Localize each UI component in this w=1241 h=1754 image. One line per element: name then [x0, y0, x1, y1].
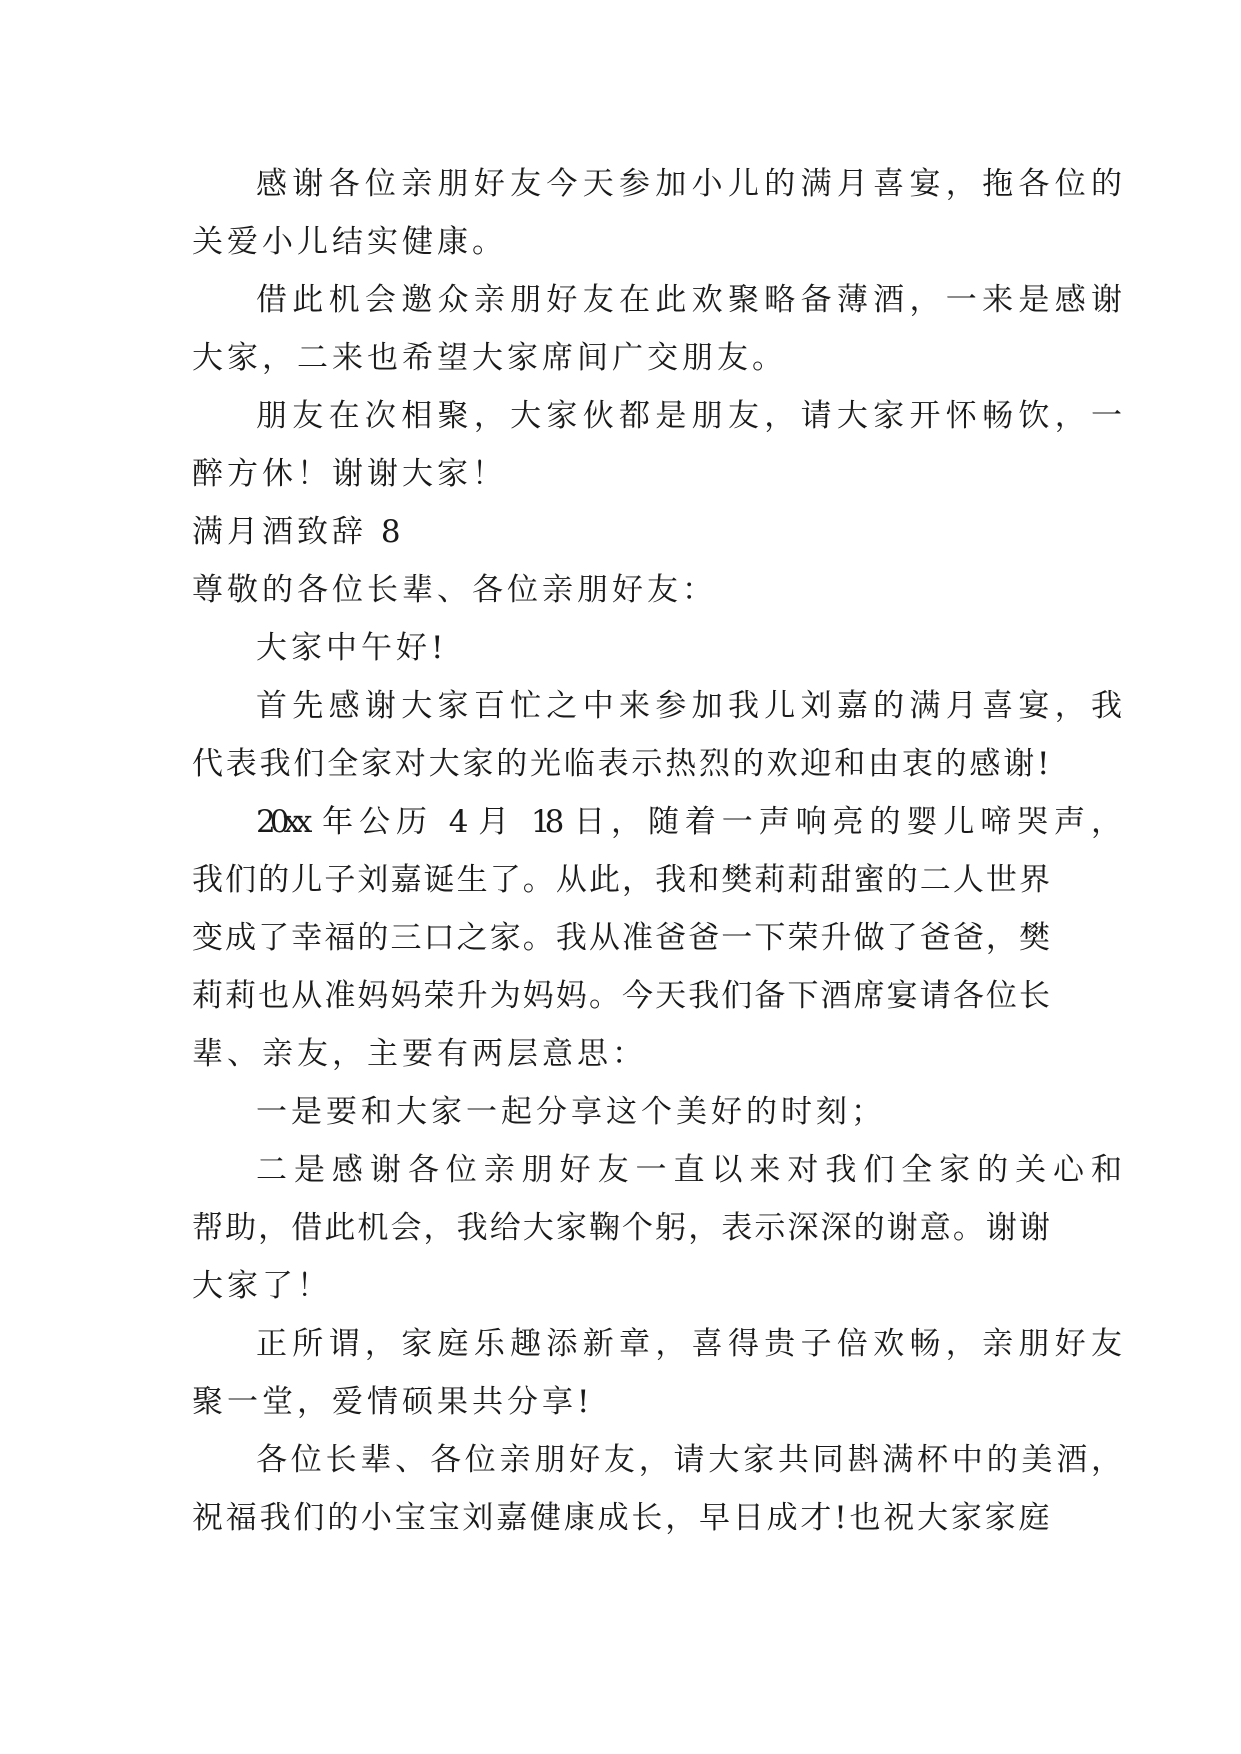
paragraph-line: 朋友在次相聚，大家伙都是朋友，请大家开怀畅饮，一: [256, 398, 1116, 434]
paragraph-line: 醉方休！谢谢大家！: [192, 456, 507, 492]
paragraph-line: 关爱小儿结实健康。: [192, 224, 507, 260]
salutation: 尊敬的各位长辈、各位亲朋好友：: [192, 572, 717, 608]
paragraph-line: 正所谓，家庭乐趣添新章，喜得贵子倍欢畅，亲朋好友: [256, 1326, 1116, 1362]
paragraph-line: 变成了幸福的三口之家。我从准爸爸一下荣升做了爸爸，樊: [192, 920, 1052, 956]
paragraph-line: 帮助，借此机会，我给大家鞠个躬，表示深深的谢意。谢谢: [192, 1210, 1052, 1246]
greeting: 大家中午好!: [256, 630, 448, 666]
section-heading: 满月酒致辞 8: [192, 514, 405, 550]
paragraph-line: 借此机会邀众亲朋好友在此欢聚略备薄酒，一来是感谢: [256, 282, 1116, 318]
paragraph-line: 大家了！: [192, 1268, 332, 1304]
paragraph-line: 二是感谢各位亲朋好友一直以来对我们全家的关心和: [256, 1152, 1116, 1188]
paragraph-line: 聚一堂，爱情硕果共分享!: [192, 1384, 594, 1420]
paragraph-line: 辈、亲友，主要有两层意思：: [192, 1036, 647, 1072]
paragraph-line: 代表我们全家对大家的光临表示热烈的欢迎和由衷的感谢!: [192, 746, 1052, 782]
paragraph-line: 感谢各位亲朋好友今天参加小儿的满月喜宴，拖各位的: [256, 166, 1116, 202]
paragraph-line: 我们的儿子刘嘉诞生了。从此，我和樊莉莉甜蜜的二人世界: [192, 862, 1052, 898]
paragraph-line: 一是要和大家一起分享这个美好的时刻；: [256, 1094, 886, 1130]
document-body: [192, 155, 1116, 1547]
paragraph-line: 祝福我们的小宝宝刘嘉健康成长，早日成才!也祝大家家庭: [192, 1500, 1052, 1536]
paragraph-line: 各位长辈、各位亲朋好友，请大家共同斟满杯中的美酒，: [256, 1442, 1116, 1478]
paragraph-line: 大家，二来也希望大家席间广交朋友。: [192, 340, 787, 376]
paragraph-line: 20xx 年公历 4 月 18 日，随着一声响亮的婴儿啼哭声，: [256, 804, 1116, 840]
paragraph-line: 莉莉也从准妈妈荣升为妈妈。今天我们备下酒席宴请各位长: [192, 978, 1052, 1014]
paragraph-line: 首先感谢大家百忙之中来参加我儿刘嘉的满月喜宴，我: [256, 688, 1116, 724]
